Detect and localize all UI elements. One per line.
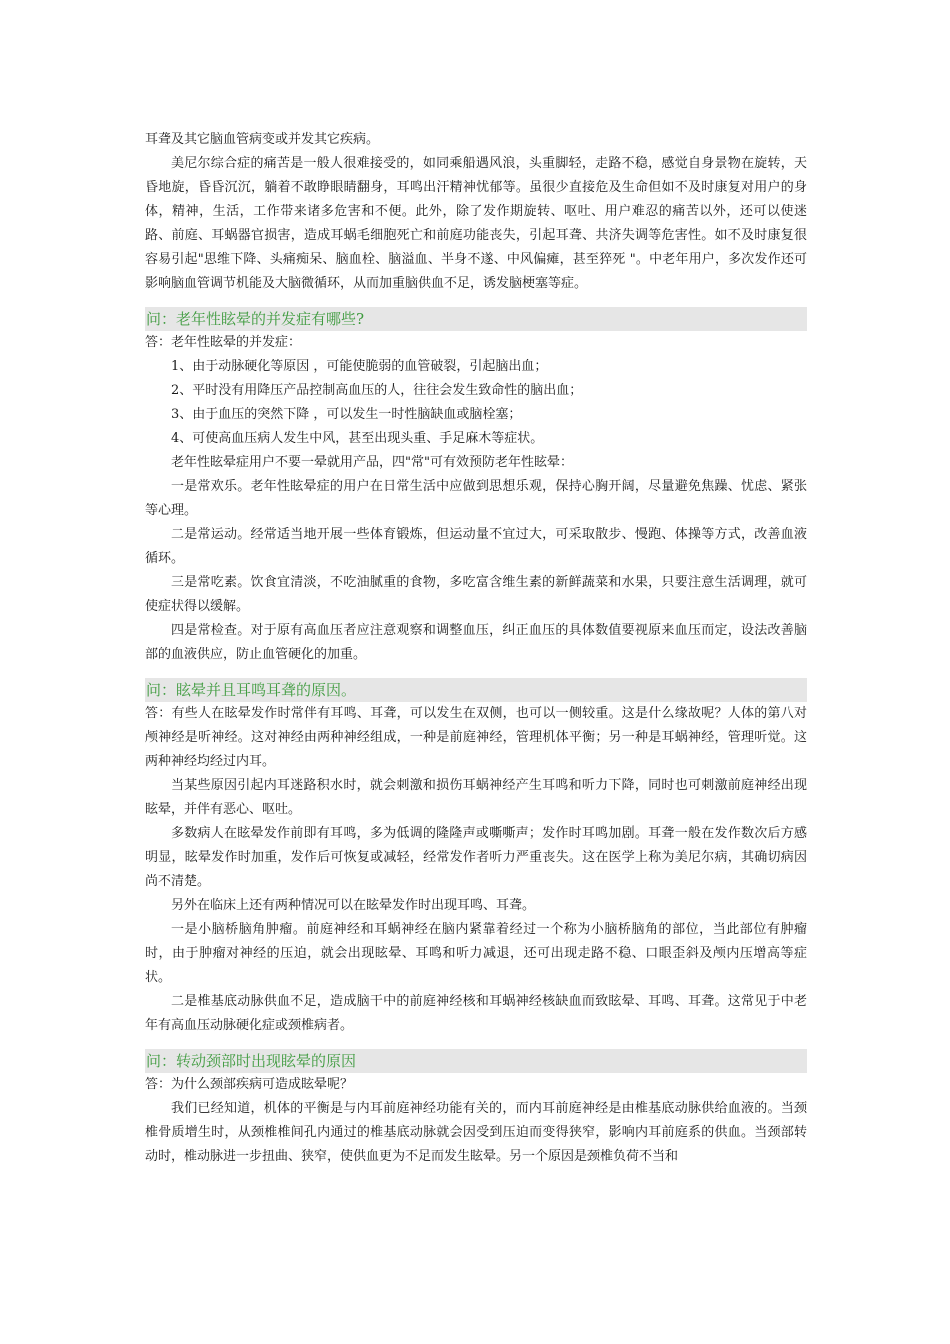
- qa-section: [145, 307, 807, 667]
- answer-paragraph: 答：老年性眩晕的并发症：: [145, 335, 302, 350]
- body-paragraph: 一是常欢乐。老年性眩晕症的用户在日常生活中应做到思想乐观，保持心胸开阔，尽量避免焦躁、忧虑、紧张等心理。: [145, 479, 807, 518]
- body-paragraph: 二是常运动。经常适当地开展一些体育锻炼，但运动量不宜过大，可采取散步、慢跑、体操等方式，改善血液循环。: [145, 527, 807, 566]
- qa-sections: [145, 307, 807, 1169]
- body-paragraph: 1、由于动脉硬化等原因 ，可能使脆弱的血管破裂，引起脑出血；: [171, 359, 548, 374]
- answer-paragraph: 答：为什么颈部疾病可造成眩晕呢？: [145, 1077, 354, 1092]
- body-paragraph: 当某些原因引起内耳迷路积水时，就会刺激和损伤耳蜗神经产生耳鸣和听力下降，同时也可刺激前庭神经出现眩晕，并伴有恶心、呕吐。: [145, 778, 807, 817]
- answer-paragraph: 答：有些人在眩晕发作时常伴有耳鸣、耳聋，可以发生在双侧，也可以一侧较重。这是什么缘故呢？人体的第八对颅神经是听神经。这对神经由两种神经组成，一种是前庭神经，管理机体平衡；另一种是耳蜗神经，管理听觉。这两种神经均经过内耳。: [145, 706, 807, 769]
- body-paragraph: 一是小脑桥脑角肿瘤。前庭神经和耳蜗神经在脑内紧靠着经过一个称为小脑桥脑角的部位，当此部位有肿瘤时，由于肿瘤对神经的压迫，就会出现眩晕、耳鸣和听力减退，还可出现走路不稳、口眼歪斜及颅内压增高等症状。: [145, 922, 807, 985]
- body-paragraph: 2、平时没有用降压产品控制高血压的人，往往会发生致命性的脑出血；: [171, 383, 583, 398]
- body-paragraph: 另外在临床上还有两种情况可以在眩晕发作时出现耳鸣、耳聋。: [171, 898, 536, 913]
- body-paragraph: 老年性眩晕症用户不要一晕就用产品，四"常"可有效预防老年性眩晕：: [171, 455, 573, 470]
- document-page: [145, 128, 807, 1169]
- intro-section: [145, 128, 807, 296]
- body-paragraph: 3、由于血压的突然下降 ，可以发生一时性脑缺血或脑栓塞；: [171, 407, 522, 422]
- qa-section: [145, 678, 807, 1038]
- body-paragraph: 四是常检查。对于原有高血压者应注意观察和调整血压，纠正血压的具体数值要视原来血压而定，设法改善脑部的血液供应，防止血管硬化的加重。: [145, 623, 807, 662]
- intro-paragraph: 美尼尔综合症的痛苦是一般人很难接受的，如同乘船遇风浪，头重脚轻，走路不稳，感觉自身景物在旋转，天昏地旋，昏昏沉沉，躺着不敢睁眼睛翻身，耳鸣出汗精神忧郁等。虽很少直接危及生命但如不及时康复对用户的身体，精神，生活，工作带来诸多危害和不便。此外，除了发作期旋转、呕吐、用户难忍的痛苦以外，还可以使迷路、前庭、耳蜗器官损害，造成耳蜗毛细胞死亡和前庭功能丧失，引起耳聋、共济失调等危害性。如不及时康复很容易引起"思维下降、头痛痴呆、脑血栓、脑溢血、半身不遂、中风偏瘫，甚至猝死 "。中老年用户，多次发作还可影响脑血管调节机能及大脑微循环，从而加重脑供血不足，诱发脑梗塞等症。: [145, 156, 807, 291]
- body-paragraph: 二是椎基底动脉供血不足，造成脑干中的前庭神经核和耳蜗神经核缺血而致眩晕、耳鸣、耳聋。这常见于中老年有高血压动脉硬化症或颈椎病者。: [145, 994, 807, 1033]
- question-heading: 问：眩晕并且耳鸣耳聋的原因。: [145, 678, 807, 702]
- qa-section: [145, 1049, 807, 1169]
- body-paragraph: 多数病人在眩晕发作前即有耳鸣，多为低调的隆隆声或嘶嘶声；发作时耳鸣加剧。耳聋一般在发作数次后方感明显，眩晕发作时加重，发作后可恢复或减轻，经常发作者听力严重丧失。这在医学上称为美尼尔病，其确切病因尚不清楚。: [145, 826, 807, 889]
- intro-paragraph: 耳聋及其它脑血管病变或并发其它疾病。: [145, 132, 380, 147]
- question-heading: 问：老年性眩晕的并发症有哪些?: [145, 307, 807, 331]
- body-paragraph: 我们已经知道，机体的平衡是与内耳前庭神经功能有关的，而内耳前庭神经是由椎基底动脉供给血液的。当颈椎骨质增生时，从颈椎椎间孔内通过的椎基底动脉就会因受到压迫而变得狭窄，影响内耳前庭系的供血。当颈部转动时，椎动脉进一步扭曲、狭窄，使供血更为不足而发生眩晕。另一个原因是颈椎负荷不当和: [145, 1101, 807, 1164]
- body-paragraph: 三是常吃素。饮食宜清淡，不吃油腻重的食物，多吃富含维生素的新鲜蔬菜和水果，只要注意生活调理，就可使症状得以缓解。: [145, 575, 807, 614]
- question-heading: 问：转动颈部时出现眩晕的原因: [145, 1049, 807, 1073]
- body-paragraph: 4、可使高血压病人发生中风，甚至出现头重、手足麻木等症状。: [171, 431, 544, 446]
